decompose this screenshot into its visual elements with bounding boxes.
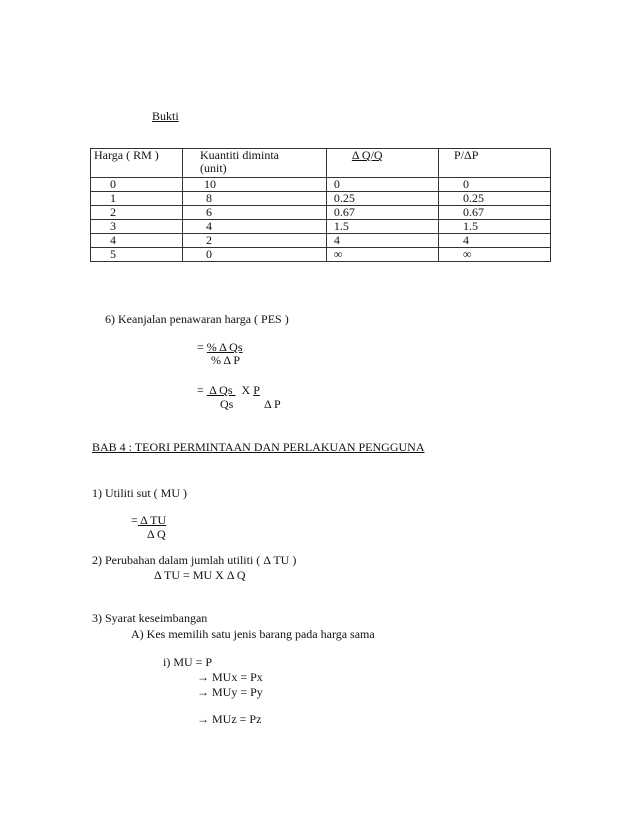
pes-f2-eq: =: [197, 383, 207, 397]
cell-p-dp: 0: [438, 178, 550, 192]
pes-f2-den-dp: Δ P: [264, 397, 281, 411]
cell-p-dp: 1.5: [438, 220, 550, 234]
cell-harga: 3: [91, 220, 183, 234]
muy-line: → MUy = Py: [197, 685, 263, 699]
chapter-heading: BAB 4 : TEORI PERMINTAAN DAN PERLAKUAN PENGGUNA: [92, 440, 425, 454]
tu-formula: Δ TU = MU X Δ Q: [154, 568, 246, 582]
cell-p-dp: 0.25: [438, 192, 550, 206]
pes-formula-1: [197, 340, 243, 354]
tu-title: 2) Perubahan dalam jumlah utiliti ( Δ TU ): [92, 553, 297, 567]
pes-formula-2: [197, 383, 260, 397]
pes-f2-numerator: Δ Qs: [206, 383, 236, 397]
pes-f2-p: P: [253, 383, 260, 397]
cell-kuantiti: 2: [183, 234, 327, 248]
cell-kuantiti: 10: [183, 178, 327, 192]
cell-dq-q: 0.67: [326, 206, 438, 220]
table-header-row: [91, 149, 551, 178]
equilibrium-title: 3) Syarat keseimbangan: [92, 611, 208, 625]
pes-title: 6) Keanjalan penawaran harga ( PES ): [105, 312, 289, 326]
elasticity-table: [90, 148, 551, 262]
cell-dq-q: 0: [326, 178, 438, 192]
pes-f1-denominator: % Δ P: [211, 353, 241, 367]
mu-title: 1) Utiliti sut ( MU ): [92, 486, 187, 500]
header-kuantiti: Kuantiti diminta (unit): [183, 149, 327, 178]
table-row: [91, 234, 551, 248]
header-dq-q-text: Δ Q/Q: [351, 148, 383, 162]
cell-harga: 0: [91, 178, 183, 192]
header-harga: Harga ( RM ): [91, 149, 183, 178]
bukti-heading: Bukti: [152, 109, 179, 123]
header-p-dp: P/ΔP: [438, 149, 550, 178]
cell-harga: 5: [91, 248, 183, 262]
pes-f1-numerator: % Δ Qs: [206, 340, 243, 354]
item-i: i) MU = P: [163, 655, 213, 669]
cell-dq-q: 4: [326, 234, 438, 248]
pes-f2-multiply: X: [235, 383, 254, 397]
cell-kuantiti: 8: [183, 192, 327, 206]
case-a: A) Kes memilih satu jenis barang pada harga sama: [131, 627, 375, 641]
table-row: [91, 220, 551, 234]
mux-line: → MUx = Px: [197, 670, 263, 684]
mu-denominator: Δ Q: [147, 527, 166, 541]
cell-dq-q: ∞: [326, 248, 438, 262]
cell-kuantiti: 6: [183, 206, 327, 220]
cell-harga: 1: [91, 192, 183, 206]
cell-p-dp: 4: [438, 234, 550, 248]
cell-p-dp: 0.67: [438, 206, 550, 220]
cell-kuantiti: 4: [183, 220, 327, 234]
pes-f2-den-qs: Qs: [220, 397, 234, 411]
cell-harga: 4: [91, 234, 183, 248]
mu-formula: [131, 513, 166, 527]
cell-dq-q: 1.5: [326, 220, 438, 234]
cell-dq-q: 0.25: [326, 192, 438, 206]
pes-f1-eq: =: [197, 340, 207, 354]
table-row: [91, 206, 551, 220]
cell-harga: 2: [91, 206, 183, 220]
table-row: [91, 192, 551, 206]
table-row: [91, 178, 551, 192]
cell-kuantiti: 0: [183, 248, 327, 262]
muz-line: → MUz = Pz: [197, 712, 262, 726]
mu-eq: =: [131, 513, 138, 527]
table-row: [91, 248, 551, 262]
cell-p-dp: ∞: [438, 248, 550, 262]
header-dq-q: [326, 149, 438, 178]
mu-numerator: Δ TU: [137, 513, 167, 527]
